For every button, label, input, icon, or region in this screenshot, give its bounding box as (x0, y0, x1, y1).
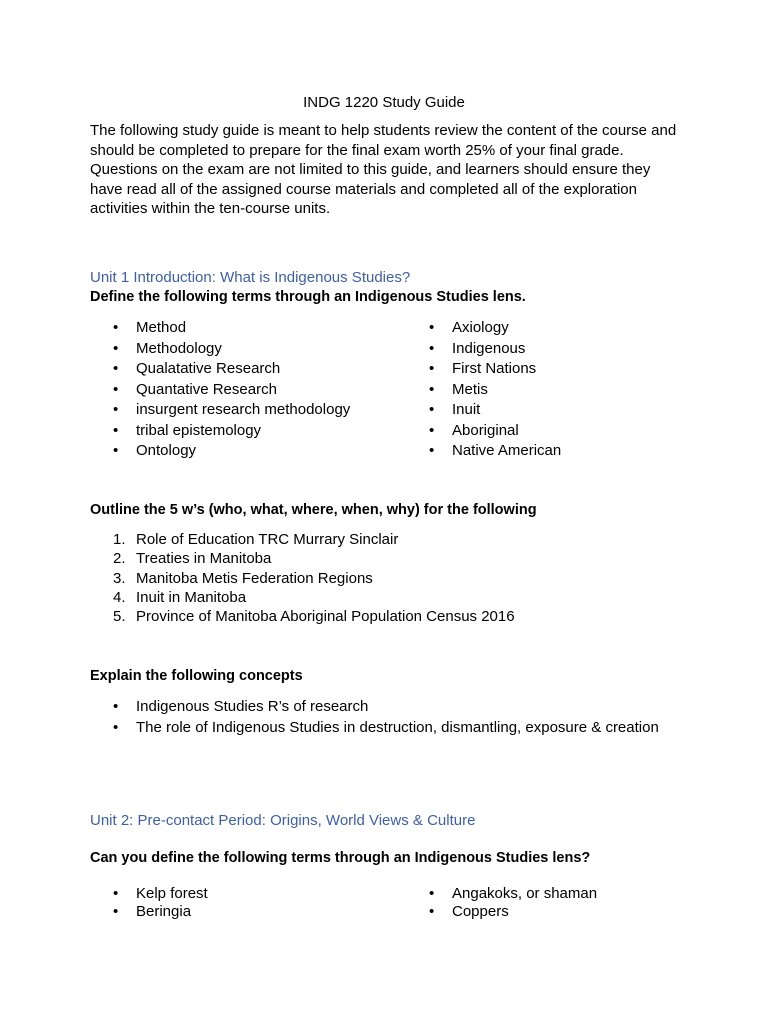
list-item: • Indigenous Studies R’s of research (91, 697, 659, 718)
unit1-outline-list (91, 530, 515, 626)
list-item: • Inuit (407, 400, 561, 421)
list-item: • Quantative Research (91, 380, 350, 401)
list-item: • First Nations (407, 359, 561, 380)
unit1-concepts-heading: Explain the following concepts (90, 668, 303, 684)
list-item: • Kelp forest (91, 884, 208, 902)
list-item: 1. Role of Education TRC Murrary Sinclair (113, 531, 399, 548)
unit1-terms-left (91, 318, 350, 462)
unit2-terms-left (91, 884, 208, 920)
list-item: 5. Province of Manitoba Aboriginal Population Census 2016 (113, 608, 515, 626)
unit2-heading: Unit 2: Pre-contact Period: Origins, World Views & Culture (90, 812, 476, 829)
list-item: • Native American (407, 441, 561, 462)
list-item: • Aboriginal (407, 421, 561, 442)
unit2-define-heading: Can you define the following terms through an Indigenous Studies lens? (90, 850, 591, 866)
list-item: • Axiology (407, 318, 561, 339)
list-item: • Coppers (407, 902, 597, 920)
list-item: • Metis (407, 380, 561, 401)
list-item: 3. Manitoba Metis Federation Regions (113, 569, 373, 587)
list-item: • Qualatative Research (91, 359, 350, 380)
list-item: • Ontology (91, 441, 350, 462)
unit1-define-heading: Define the following terms through an Indigenous Studies lens. (90, 289, 526, 305)
list-item: • insurgent research methodology (91, 400, 350, 421)
document-title: INDG 1220 Study Guide (303, 94, 465, 111)
unit1-concepts-list (91, 697, 659, 738)
list-item: • Beringia (91, 902, 208, 920)
unit1-outline-heading: Outline the 5 w’s (who, what, where, when, why) for the following (90, 502, 537, 518)
unit1-heading: Unit 1 Introduction: What is Indigenous Studies? (90, 269, 411, 286)
list-item: • Methodology (91, 339, 350, 360)
list-item: • The role of Indigenous Studies in destruction, dismantling, exposure & creation (91, 718, 659, 739)
list-item: • Method (91, 318, 350, 339)
intro-paragraph: The following study guide is meant to help students review the content of the course and should be completed to prepare for the final exam worth 25% of your final grade. Questions on the exam are not limited to this guide, and learners should ensure they have read all of the assigned course materials and completed all of the exploration activities within the ten-course units. (90, 122, 677, 217)
unit1-terms-right (407, 318, 561, 462)
list-item: • tribal epistemology (91, 421, 350, 442)
list-item: • Angakoks, or shaman (407, 884, 597, 902)
unit2-terms-right (407, 884, 597, 920)
list-item: • Indigenous (407, 339, 561, 360)
list-item: 2. Treaties in Manitoba (113, 550, 272, 568)
list-item: 4. Inuit in Manitoba (113, 588, 247, 606)
